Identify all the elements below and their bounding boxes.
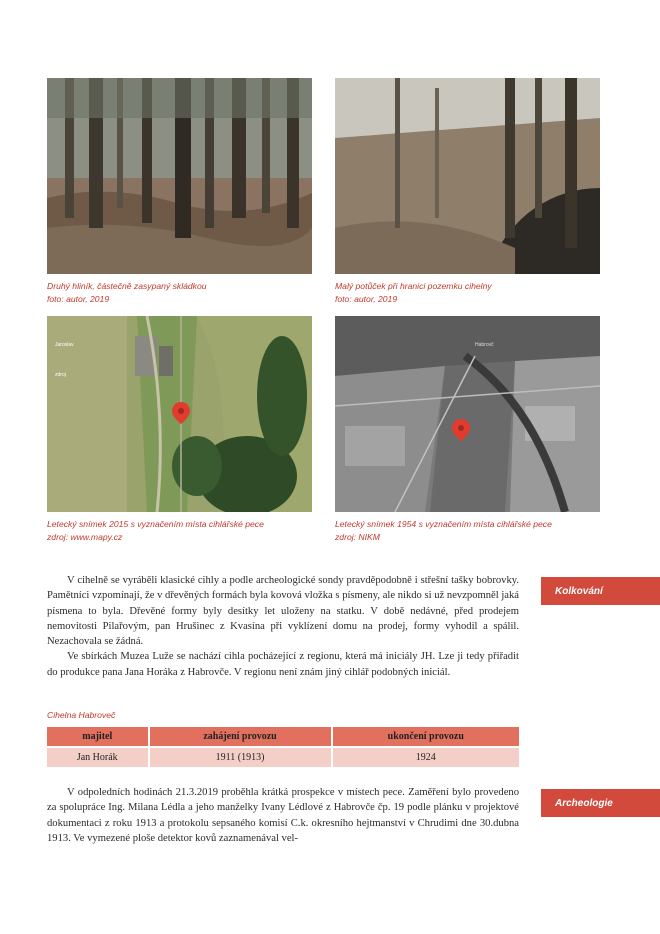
- photo-caption: [335, 518, 552, 543]
- caption-credit: foto: autor, 2019: [47, 293, 110, 304]
- table-cell: 1924: [332, 747, 519, 767]
- article-text: [47, 573, 519, 680]
- table-header-row: [47, 727, 519, 747]
- aerial-photo-2015: [47, 316, 312, 512]
- brickworks-table: [47, 727, 519, 767]
- column-header: zahájení provozu: [149, 727, 332, 747]
- side-tab-label: Archeologie: [555, 797, 613, 809]
- column-header: majitel: [47, 727, 149, 747]
- paragraph: V odpoledních hodinách 21.3.2019 proběhla krátká prospekce v místech pece. Zaměření bylo provedeno za spolupráce Ing. Milana Lédla a jeho manželky Ivany Lédlové z Habrovče čp. 19 podle plánku v projektové dokumentaci z roku 1913 a protokolu sepsaného komisí C.k. okresního hejtmanství v Chrudimi dne 30.dubna 1913. Ve vymezené ploše detektor kovů zaznamenával vel-: [47, 787, 519, 844]
- side-tab-archeologie[interactable]: [541, 789, 660, 817]
- map-label: Jaroslav: [55, 342, 74, 348]
- column-header: ukončení provozu: [332, 727, 519, 747]
- caption-text: Malý potůček při hranici pozemku cihelny: [335, 281, 492, 291]
- map-label: Habrovč: [475, 342, 494, 348]
- photo-forest-clay-pit: [47, 78, 312, 274]
- photo-creek: [335, 78, 600, 274]
- map-label: zdroj: [55, 372, 66, 378]
- photo-caption: [47, 518, 264, 543]
- table-row: [47, 747, 519, 767]
- paragraph: V cihelně se vyráběli klasické cihly a podle archeologické sondy pravděpodobně i střešní tašky bobrovky. Pamětníci vzpomínají, že v dřevěných formách byla kovová vložka s písmeny, ale nikdo si už nevzpomněl jaká písmena to byla. Dřevěné formy byly desítky let uloženy na statku. V době nedávné, před prodejem nemovitosti Pilařovým, pan Hrušinec z Kvasína při vyklízení domu na prodej, formy vyhodil a spálil. Nezachovala se žádná.: [47, 575, 519, 648]
- table-cell: 1911 (1913): [149, 747, 332, 767]
- caption-text: Letecký snímek 1954 s vyznačením místa cihlářské pece: [335, 519, 552, 529]
- photo-caption: [335, 280, 492, 305]
- paragraph: Ve sbírkách Muzea Luže se nachází cihla pocházející z regionu, která má iniciály JH. Lze ji tedy přiřadit do produkce pana Jana Horáka z Habrovče. V regionu není znám jiný cihlář podobných iniciál.: [47, 651, 519, 678]
- caption-credit: zdroj: NIKM: [335, 531, 380, 542]
- caption-text: Druhý hliník, částečně zasypaný skládkou: [47, 281, 207, 291]
- article-text: [47, 785, 519, 846]
- caption-text: Letecký snímek 2015 s vyznačením místa cihlářské pece: [47, 519, 264, 529]
- side-tab-kolkovani[interactable]: [541, 577, 660, 605]
- side-tab-label: Kolkování: [555, 585, 603, 597]
- caption-credit: foto: autor, 2019: [335, 293, 398, 304]
- table-cell: Jan Horák: [47, 747, 149, 767]
- table-caption: Cihelna Habroveč: [47, 710, 116, 720]
- caption-credit: zdroj: www.mapy.cz: [47, 531, 123, 542]
- photo-caption: [47, 280, 207, 305]
- aerial-photo-1954: [335, 316, 600, 512]
